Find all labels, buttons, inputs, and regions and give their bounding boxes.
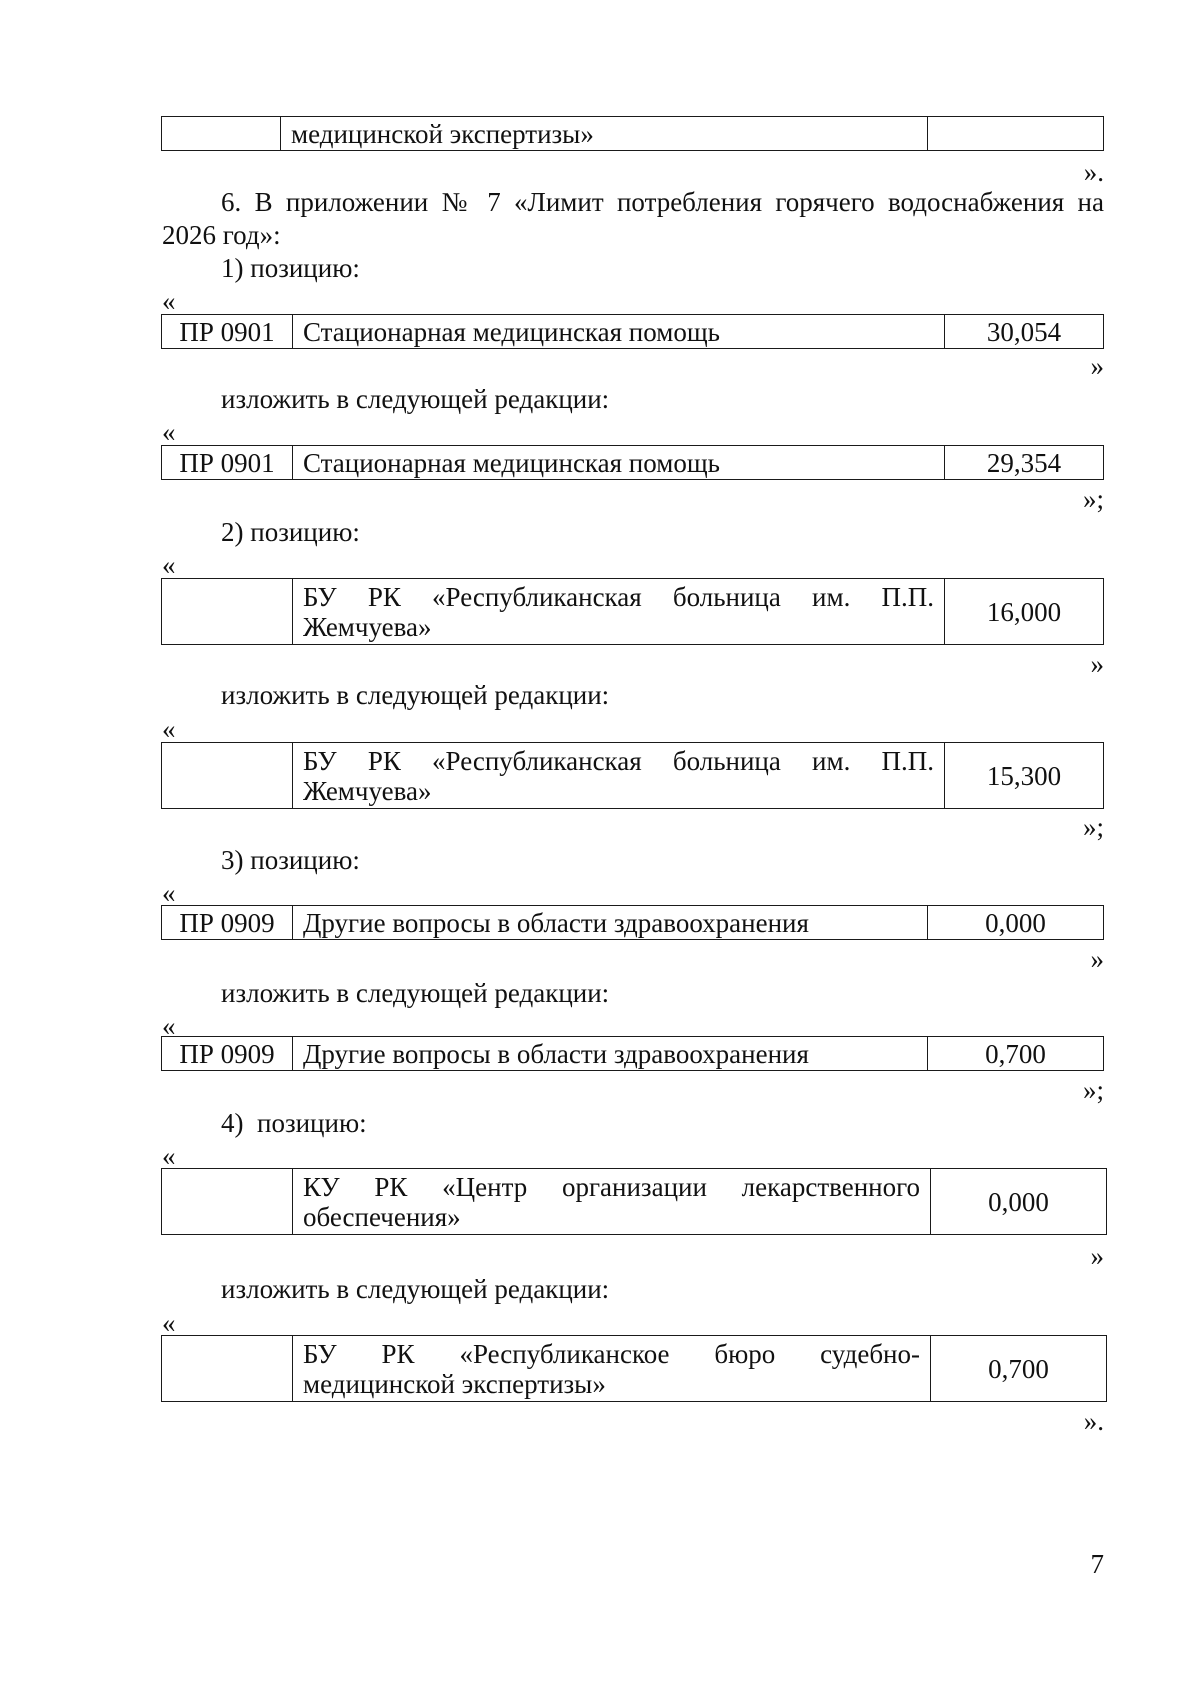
item1-old-close: » (1090, 351, 1104, 381)
item2-heading: 2) позицию: (221, 517, 360, 547)
table-name-cell (293, 1169, 931, 1235)
top-table (161, 116, 1104, 151)
table-value-cell: 30,054 (945, 315, 1104, 349)
table-name-cell (293, 579, 945, 645)
table-value-cell: 0,000 (931, 1169, 1107, 1235)
item3-new-table (161, 1036, 1104, 1071)
table-name-cell: Другие вопросы в области здравоохранения (293, 906, 928, 940)
table-name-cell (293, 1336, 931, 1402)
table-value-cell: 29,354 (945, 446, 1104, 480)
name-line: КУ РК «Центр организации лекарственного (303, 1171, 920, 1202)
table-code-cell (162, 1169, 293, 1235)
para6-line2: 2026 год»: (162, 220, 281, 250)
item4-instruction: изложить в следующей редакции: (221, 1274, 610, 1304)
table-name-cell: Стационарная медицинская помощь (293, 315, 945, 349)
para6-line1: 6. В приложении № 7 «Лимит потребления горячего водоснабжения на (221, 187, 1104, 217)
page-number: 7 (1090, 1549, 1104, 1579)
name-line: БУ РК «Республиканская больница им. П.П. (303, 581, 934, 612)
item1-open-quote-2: « (162, 417, 176, 447)
table-value-cell: 0,700 (931, 1336, 1107, 1402)
name-line: Жемчуева» (303, 611, 432, 642)
top-name-cell: медицинской экспертизы» (281, 117, 928, 151)
table-value-cell: 0,000 (928, 906, 1104, 940)
item3-heading: 3) позицию: (221, 845, 360, 875)
item2-open-quote-2: « (162, 714, 176, 744)
item1-new-table (161, 445, 1104, 480)
table-code-cell (162, 743, 293, 809)
item3-old-table (161, 905, 1104, 940)
table-code-cell: ПР 0909 (162, 906, 293, 940)
item4-new-table (161, 1335, 1107, 1402)
item3-open-quote: « (162, 878, 176, 908)
item3-instruction: изложить в следующей редакции: (221, 978, 610, 1008)
item1-instruction: изложить в следующей редакции: (221, 384, 610, 414)
item1-open-quote: « (162, 286, 176, 316)
item1-new-close: »; (1082, 484, 1104, 514)
table-code-cell: ПР 0901 (162, 315, 293, 349)
item4-new-close: ». (1083, 1406, 1104, 1436)
item2-open-quote: « (162, 550, 176, 580)
item4-open-quote-2: « (162, 1308, 176, 1338)
item1-heading: 1) позицию: (221, 253, 360, 283)
table-code-cell (162, 1336, 293, 1402)
item4-open-quote: « (162, 1141, 176, 1171)
item4-old-close: » (1090, 1241, 1104, 1271)
item2-new-close: »; (1082, 812, 1104, 842)
item2-old-table (161, 578, 1104, 645)
table-name-cell (293, 743, 945, 809)
item1-old-table (161, 314, 1104, 349)
table-value-cell: 16,000 (945, 579, 1104, 645)
top-close-quote: ». (1083, 157, 1104, 187)
item2-old-close: » (1090, 649, 1104, 679)
name-line: БУ РК «Республиканская больница им. П.П. (303, 745, 934, 776)
item3-open-quote-2: « (162, 1011, 176, 1041)
table-code-cell: ПР 0901 (162, 446, 293, 480)
item4-heading: 4) позицию: (221, 1108, 367, 1138)
name-line: БУ РК «Республиканское бюро судебно- (303, 1338, 920, 1369)
item2-new-table (161, 742, 1104, 809)
table-code-cell (162, 579, 293, 645)
name-line: обеспечения» (303, 1201, 461, 1232)
item4-old-table (161, 1168, 1107, 1235)
table-value-cell: 15,300 (945, 743, 1104, 809)
top-value-cell (928, 117, 1104, 151)
table-name-cell: Стационарная медицинская помощь (293, 446, 945, 480)
table-value-cell: 0,700 (928, 1037, 1104, 1071)
item3-old-close: » (1090, 944, 1104, 974)
name-line: Жемчуева» (303, 775, 432, 806)
table-code-cell: ПР 0909 (162, 1037, 293, 1071)
name-line: медицинской экспертизы» (303, 1368, 606, 1399)
top-code-cell (162, 117, 281, 151)
table-name-cell: Другие вопросы в области здравоохранения (293, 1037, 928, 1071)
item3-new-close: »; (1082, 1075, 1104, 1105)
item2-instruction: изложить в следующей редакции: (221, 680, 610, 710)
